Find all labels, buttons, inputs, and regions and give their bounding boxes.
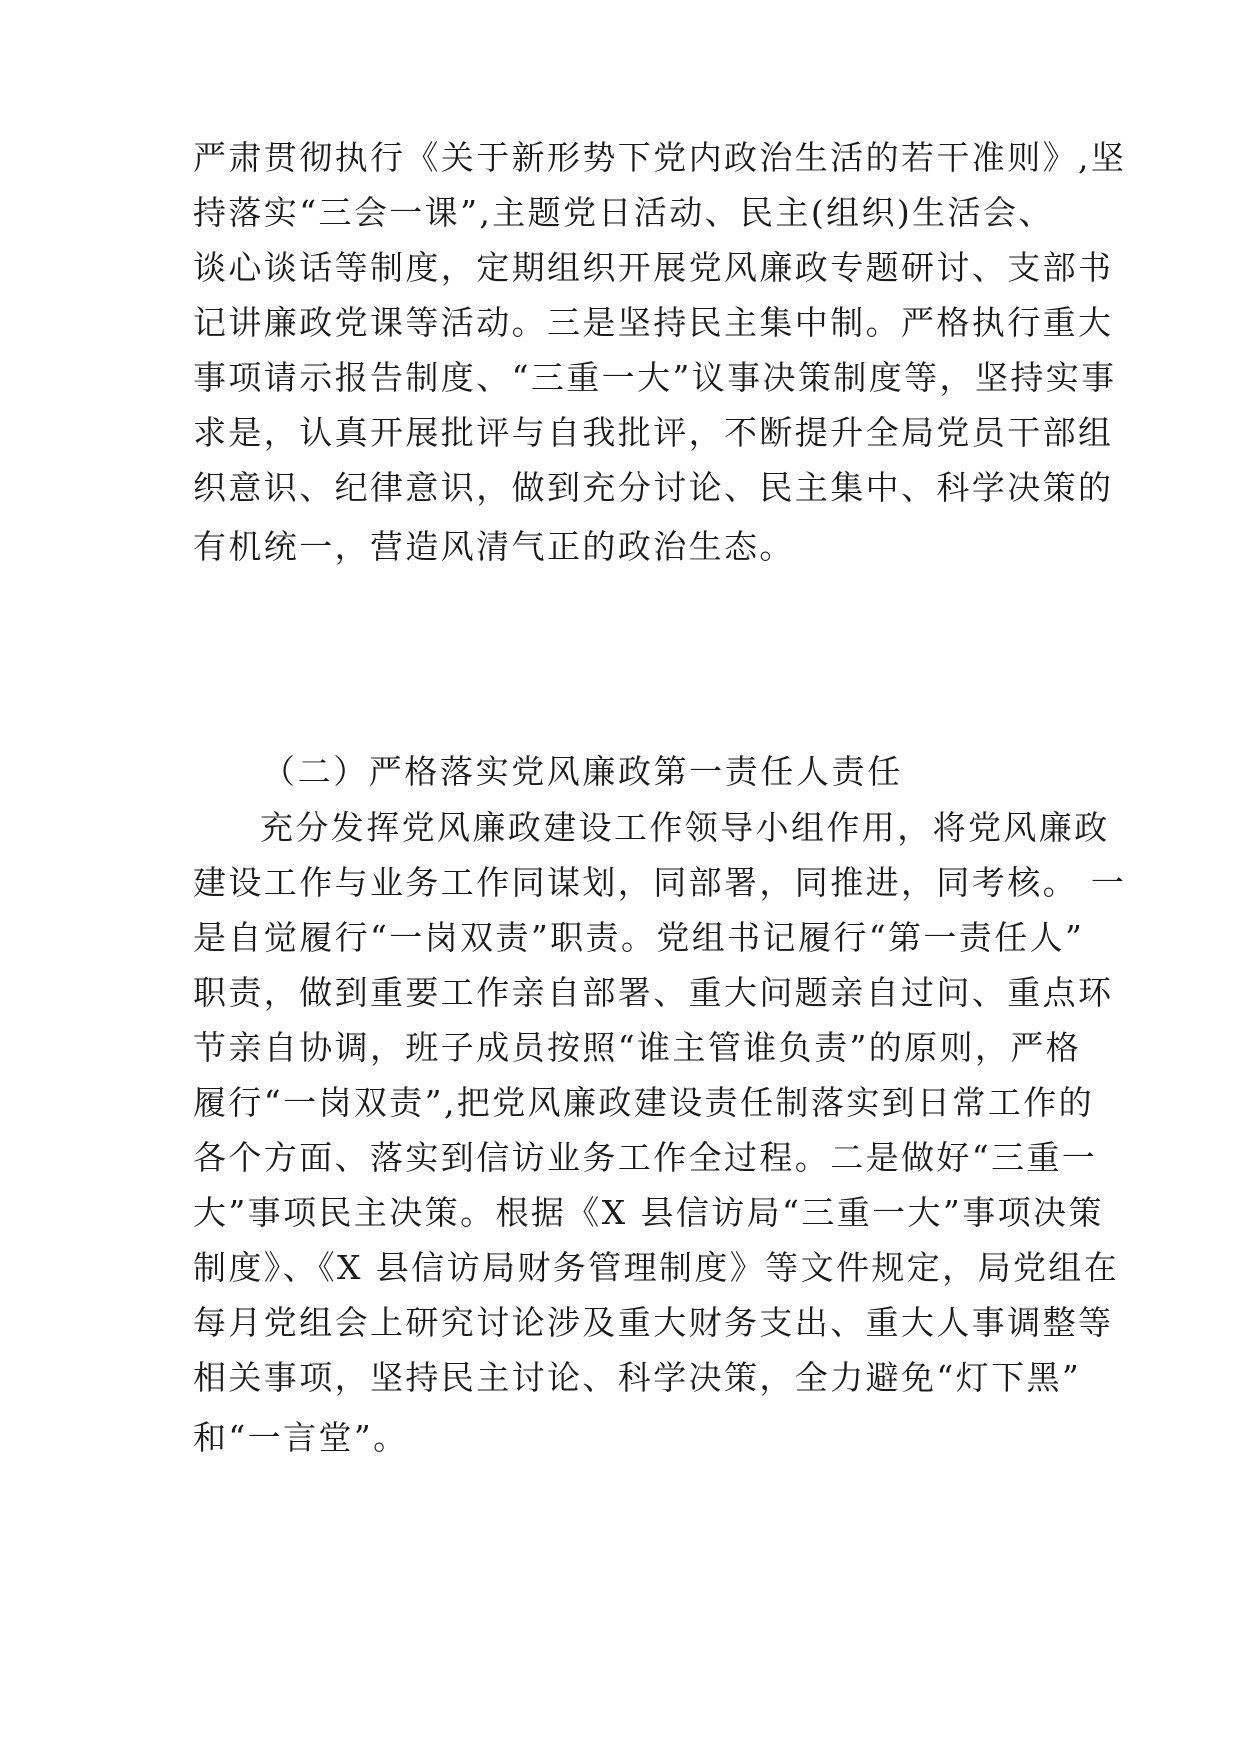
paragraph-2-line-11: 相关事项，坚持民主讨论、科学决策，全力避免“灯下黑” — [193, 1358, 1082, 1397]
paragraph-1-line-4: 记讲廉政党课等活动。三是坚持民主集中制。严格执行重大 — [193, 303, 1114, 342]
paragraph-2-line-8: 大”事项民主决策。根据《X 县信访局“三重一大”事项决策 — [193, 1193, 1104, 1232]
paragraph-2-line-2: 建设工作与业务工作同谋划，同部署，同推进，同考核。 一 — [193, 863, 1127, 902]
paragraph-1-line-7: 织意识、纪律意识，做到充分讨论、民主集中、科学决策的 — [193, 468, 1114, 507]
paragraph-1-line-1: 严肃贯彻执行《关于新形势下党内政治生活的若干准则》,坚 — [193, 138, 1127, 177]
paragraph-2-line-6: 履行“一岗双责”,把党风廉政建设责任制落实到日常工作的 — [193, 1083, 1095, 1122]
section-heading: （二）严格落实党风廉政第一责任人责任 — [262, 752, 903, 791]
paragraph-1-line-2: 持落实“三会一课”,主题党日活动、民主(组织)生活会、 — [193, 193, 1054, 232]
paragraph-1-line-5: 事项请示报告制度、“三重一大”议事决策制度等，坚持实事 — [193, 358, 1117, 397]
paragraph-2-line-3: 是自觉履行“一岗双责”职责。党组书记履行“第一责任人” — [193, 918, 1085, 957]
paragraph-2-line-4: 职责，做到重要工作亲自部署、重大问题亲自过问、重点环 — [193, 973, 1114, 1012]
paragraph-2-line-9: 制度》、《X 县信访局财务管理制度》等文件规定，局党组在 — [193, 1248, 1120, 1287]
paragraph-2-line-12: 和“一言堂”。 — [193, 1418, 409, 1457]
paragraph-1-line-3: 谈心谈话等制度，定期组织开展党风廉政专题研讨、支部书 — [193, 248, 1114, 287]
paragraph-1-line-6: 求是，认真开展批评与自我批评，不断提升全局党员干部组 — [193, 413, 1114, 452]
paragraph-2-line-5: 节亲自协调，班子成员按照“谁主管谁负责”的原则，严格 — [193, 1028, 1082, 1067]
paragraph-2-line-7: 各个方面、落实到信访业务工作全过程。二是做好“三重一 — [193, 1138, 1098, 1177]
paragraph-2-line-1: 充分发挥党风廉政建设工作领导小组作用，将党风廉政 — [260, 808, 1110, 847]
paragraph-2-line-10: 每月党组会上研究讨论涉及重大财务支出、重大人事调整等 — [193, 1303, 1114, 1342]
paragraph-1-line-8: 有机统一，营造风清气正的政治生态。 — [193, 527, 795, 566]
